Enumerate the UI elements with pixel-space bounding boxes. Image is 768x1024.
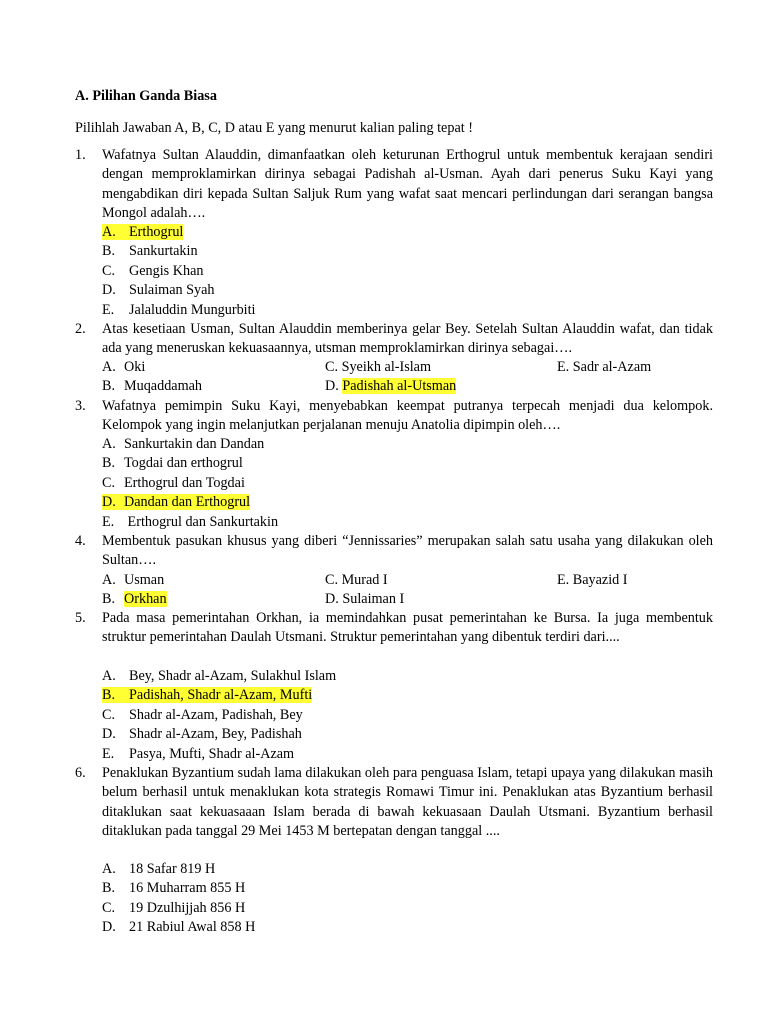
option-letter: B. xyxy=(102,687,116,704)
options-q5 xyxy=(102,667,336,764)
option-5a[interactable] xyxy=(102,667,336,686)
question-2 xyxy=(75,320,713,359)
question-3 xyxy=(75,397,713,436)
option-text: Muqaddamah xyxy=(124,378,203,395)
option-letter: C. xyxy=(325,359,339,375)
options-q3 xyxy=(102,435,278,532)
options-q2 xyxy=(102,358,662,397)
option-letter: C. xyxy=(325,572,339,588)
option-text: Bayazid I xyxy=(572,572,628,588)
option-text: Shadr al-Azam, Bey, Padishah xyxy=(129,726,302,743)
option-letter: C. xyxy=(102,474,116,491)
option-2a[interactable] xyxy=(102,358,145,377)
option-letter: B. xyxy=(102,378,116,395)
option-2e[interactable] xyxy=(557,358,651,377)
question-1 xyxy=(75,146,713,224)
option-5c[interactable] xyxy=(102,706,336,725)
option-text: Padishah al-Utsman xyxy=(342,378,457,395)
question-text: Wafatnya pemimpin Suku Kayi, menyebabkan keempat putranya terpecah menjadi dua kelompok. Kelompok yang ingin melanjutkan perjalanan menuju Anatolia dipimpin oleh…. xyxy=(102,398,713,434)
option-3e[interactable] xyxy=(102,513,278,532)
option-3d[interactable] xyxy=(102,493,278,512)
option-text: Togdai dan erthogrul xyxy=(124,455,243,472)
option-text: Usman xyxy=(124,572,165,588)
option-text: Sulaiman Syah xyxy=(129,282,215,299)
option-5d[interactable] xyxy=(102,725,336,744)
question-number: 6. xyxy=(75,765,86,781)
option-letter: E. xyxy=(557,359,570,375)
option-4a[interactable] xyxy=(102,571,164,590)
options-q1 xyxy=(102,223,256,320)
option-text: Sankurtakin dan Dandan xyxy=(124,436,265,452)
option-text: Sankurtakin xyxy=(129,243,198,260)
option-letter: D. xyxy=(325,378,339,395)
option-text: Gengis Khan xyxy=(129,262,204,279)
option-3a[interactable] xyxy=(102,435,278,454)
question-text: Pada masa pemerintahan Orkhan, ia memindahkan pusat pemerintahan ke Bursa. Ia juga membentuk struktur pemerintahan Daulah Utsmani. Struktur pemerintahan yang dibentuk terdiri dari.... xyxy=(102,610,713,646)
option-letter: B. xyxy=(102,880,116,897)
option-letter: A. xyxy=(102,359,116,375)
option-text: Erthogrul dan Sankurtakin xyxy=(124,513,279,530)
question-5 xyxy=(75,609,713,648)
option-1c[interactable] xyxy=(102,262,256,281)
option-letter: A. xyxy=(102,224,116,240)
option-6b[interactable] xyxy=(102,879,255,898)
question-text: Penaklukan Byzantium sudah lama dilakukan oleh para penguasa Islam, tetapi upaya yang dilakukan masih belum berhasil untuk menaklukan kota strategis Romawi Timur ini. Penaklukan atas Byzantium berhasil ditaklukan saat kekuasaaan Islam berada di bawah kekuasaan Daulah Utsmani. Byzantium berhasil ditaklukan pada tanggal 29 Mei 1453 M bertepatan dengan tanggal .... xyxy=(102,765,713,840)
option-letter: E. xyxy=(102,745,115,762)
option-text: Padishah, Shadr al-Azam, Mufti xyxy=(129,687,313,704)
option-1d[interactable] xyxy=(102,281,256,300)
question-number: 4. xyxy=(75,533,86,549)
question-number: 5. xyxy=(75,610,86,626)
option-letter: E. xyxy=(102,513,115,530)
instruction-text: Pilihlah Jawaban A, B, C, D atau E yang menurut kalian paling tepat ! xyxy=(75,120,473,136)
option-1a[interactable] xyxy=(102,223,256,242)
option-letter: B. xyxy=(102,455,116,472)
option-2d[interactable] xyxy=(325,377,456,396)
question-number: 2. xyxy=(75,321,86,337)
option-5b[interactable] xyxy=(102,686,336,705)
option-letter: E. xyxy=(102,301,115,318)
option-2c[interactable] xyxy=(325,358,431,377)
option-letter: C. xyxy=(102,899,116,916)
option-2b[interactable] xyxy=(102,377,202,396)
option-letter: C. xyxy=(102,706,116,723)
question-text: Atas kesetiaan Usman, Sultan Alauddin memberinya gelar Bey. Setelah Sultan Alauddin wafat, dan tidak ada yang meneruskan kekuasaannya, utsman memproklamirkan dirinya sebagai…. xyxy=(102,321,713,357)
option-6a[interactable] xyxy=(102,860,255,879)
option-text: Syeikh al-Islam xyxy=(341,359,432,375)
option-4d[interactable] xyxy=(325,590,404,609)
option-letter: A. xyxy=(102,572,116,588)
question-4 xyxy=(75,532,713,571)
option-5e[interactable] xyxy=(102,745,336,764)
option-letter: E. xyxy=(557,572,570,588)
option-text: Erthogrul dan Togdai xyxy=(124,474,245,491)
option-text: Shadr al-Azam, Padishah, Bey xyxy=(129,706,303,723)
option-letter: D. xyxy=(102,494,116,511)
option-letter: C. xyxy=(102,262,116,279)
option-letter: D. xyxy=(325,591,339,608)
option-text: 21 Rabiul Awal 858 H xyxy=(129,919,256,936)
option-1e[interactable] xyxy=(102,301,256,320)
option-3b[interactable] xyxy=(102,454,278,473)
option-text: Jalaluddin Mungurbiti xyxy=(129,301,256,318)
option-letter: A. xyxy=(102,861,116,877)
option-letter: D. xyxy=(102,919,116,936)
question-6 xyxy=(75,764,713,842)
option-4b[interactable] xyxy=(102,590,167,609)
option-letter: A. xyxy=(102,436,116,452)
option-text: Oki xyxy=(124,359,146,375)
option-text: 16 Muharram 855 H xyxy=(129,880,246,897)
option-letter: D. xyxy=(102,726,116,743)
option-text: Pasya, Mufti, Shadr al-Azam xyxy=(129,745,295,762)
option-letter: D. xyxy=(102,282,116,299)
option-letter: B. xyxy=(102,243,116,260)
question-text: Wafatnya Sultan Alauddin, dimanfaatkan oleh keturunan Erthogrul untuk membentuk kerajaan sendiri dengan memproklamirkan dirinya sebagai Padishah al-Usman. Ayah dari penerus Suku Kayi yang mengabdikan diri kepada Sultan Saljuk Rum yang wafat saat mencari perlindungan dari serangan bangsa Mongol adalah…. xyxy=(102,147,713,222)
option-text: Murad I xyxy=(341,572,388,588)
option-4c[interactable] xyxy=(325,571,388,590)
option-letter: B. xyxy=(102,591,116,608)
option-text: Erthogrul xyxy=(129,224,184,240)
option-3c[interactable] xyxy=(102,474,278,493)
option-text: Sadr al-Azam xyxy=(572,359,652,375)
section-title: A. Pilihan Ganda Biasa xyxy=(75,88,217,104)
option-text: Orkhan xyxy=(124,591,167,608)
options-q6 xyxy=(102,860,255,938)
option-text: Sulaiman I xyxy=(342,591,405,608)
option-text: 19 Dzulhijjah 856 H xyxy=(129,899,246,916)
option-text: Bey, Shadr al-Azam, Sulakhul Islam xyxy=(129,668,337,684)
option-4e[interactable] xyxy=(557,571,628,590)
option-text: Dandan dan Erthogrul xyxy=(124,494,251,511)
option-1b[interactable] xyxy=(102,242,256,261)
option-letter: A. xyxy=(102,668,116,684)
option-6d[interactable] xyxy=(102,918,255,937)
options-q4 xyxy=(102,571,662,610)
option-6c[interactable] xyxy=(102,899,255,918)
question-number: 3. xyxy=(75,398,86,414)
question-number: 1. xyxy=(75,147,86,163)
option-text: 18 Safar 819 H xyxy=(129,861,216,877)
question-text: Membentuk pasukan khusus yang diberi “Jennissaries” merupakan salah satu usaha yang dilakukan oleh Sultan…. xyxy=(102,533,713,569)
